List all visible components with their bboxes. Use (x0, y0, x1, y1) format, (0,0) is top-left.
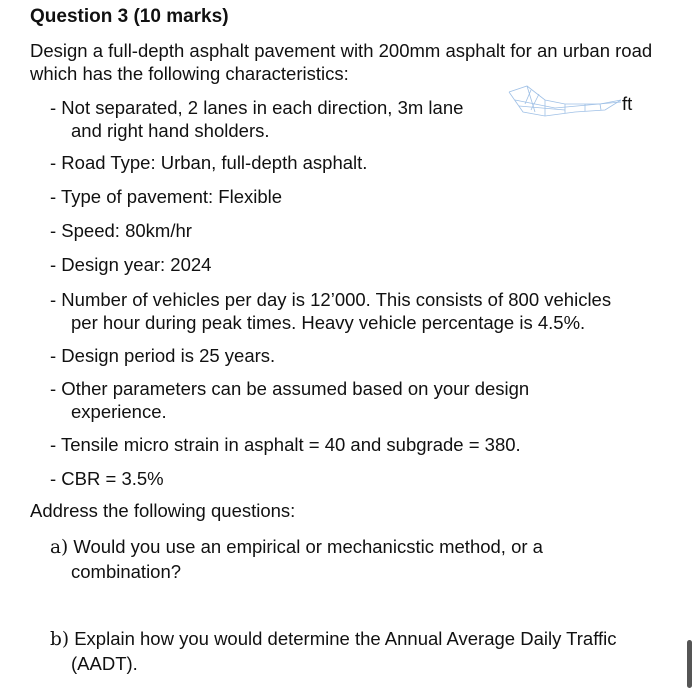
bullet-lanes-tail: ft (622, 93, 633, 114)
bullet-pavement-type: - Type of pavement: Flexible (50, 186, 283, 207)
question-b-marker: b) (50, 629, 70, 650)
wireframe-sketch-icon (505, 82, 623, 126)
bullet-vehicles (50, 288, 670, 334)
question-b (50, 627, 670, 676)
question-intro: Design a full-depth asphalt pavement with 200mm asphalt for an urban road which has the following characteristics: (30, 40, 653, 84)
bullet-other-params-line2: experience. (71, 401, 167, 422)
bullet-vehicles-line1: - Number of vehicles per day is 12’000. This consists of 800 vehicles (50, 289, 612, 310)
bullet-speed: - Speed: 80km/hr (50, 220, 192, 241)
question-a-line2: combination? (71, 561, 182, 582)
bullet-other-params-line1: - Other parameters can be assumed based on your design (50, 378, 530, 399)
question-a-text: Would you use an empirical or mechanicstic method, or a (73, 536, 543, 557)
bullet-vehicles-line2: per hour during peak times. Heavy vehicle percentage is 4.5%. (71, 312, 586, 333)
bullet-design-year: - Design year: 2024 (50, 254, 212, 275)
question-a-marker: a) (50, 537, 69, 558)
sketch-overlay-image (505, 82, 623, 126)
question-b-line1 (50, 627, 670, 652)
bullet-cbr: - CBR = 3.5% (50, 468, 164, 489)
scrollbar-thumb[interactable] (687, 640, 692, 688)
address-heading: Address the following questions: (30, 500, 296, 521)
bullet-design-period: - Design period is 25 years. (50, 345, 276, 366)
bullet-lanes-line1: - Not separated, 2 lanes in each direction, 3m lane (50, 97, 464, 118)
question-title: Question 3 (10 marks) (30, 6, 229, 27)
bullet-other-params (50, 377, 670, 423)
question-b-line2: (AADT). (71, 653, 138, 674)
bullet-micro-strain: - Tensile micro strain in asphalt = 40 and subgrade = 380. (50, 434, 521, 455)
question-b-text: Explain how you would determine the Annual Average Daily Traffic (74, 628, 617, 649)
bullet-road-type: - Road Type: Urban, full-depth asphalt. (50, 152, 368, 173)
question-a (50, 535, 670, 584)
bullet-lanes-line2: and right hand sholders. (71, 120, 270, 141)
question-a-line1 (50, 535, 670, 560)
